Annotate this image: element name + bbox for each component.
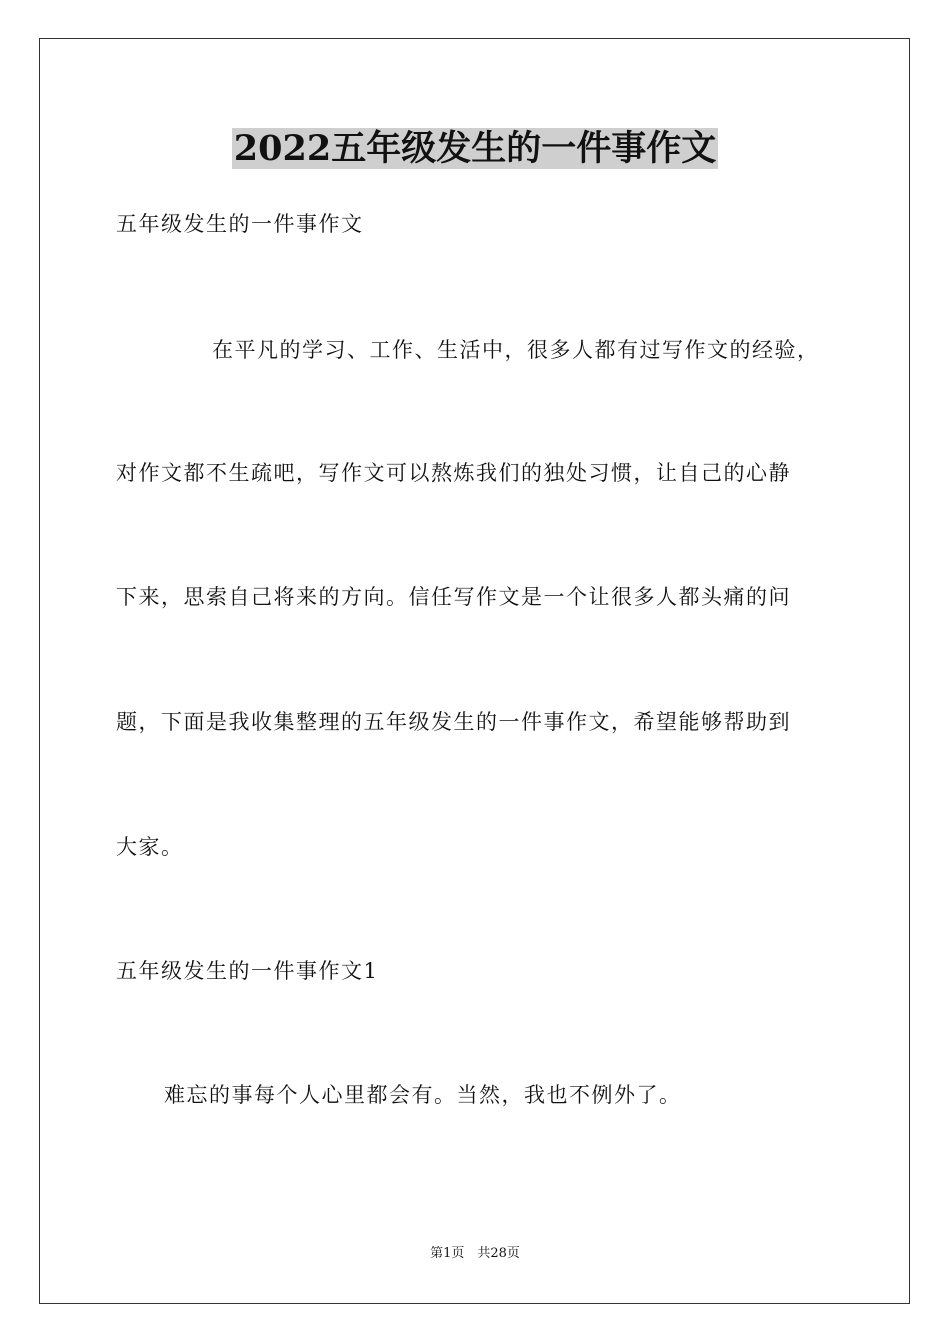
page-footer: 第1页 共28页: [430, 1246, 520, 1261]
paragraph-line: 在平凡的学习、工作、生活中，很多人都有过写作文的经验，: [212, 338, 820, 362]
paragraph-line: 对作文都不生疏吧，写作文可以熬炼我们的独处习惯，让自己的心静: [116, 461, 791, 485]
paragraph-line: 难忘的事每个人心里都会有。当然，我也不例外了。: [164, 1083, 682, 1107]
document-title: [0, 124, 950, 174]
subtitle-line: 五年级发生的一件事作文: [116, 212, 364, 236]
section-heading: 五年级发生的一件事作文1: [116, 959, 379, 983]
paragraph-line: 下来，思索自己将来的方向。信任写作文是一个让很多人都头痛的问: [116, 585, 791, 609]
paragraph-line: 题，下面是我收集整理的五年级发生的一件事作文，希望能够帮助到: [116, 710, 791, 734]
document-title-text: 2022五年级发生的一件事作文: [233, 128, 717, 169]
paragraph-line: 大家。: [116, 835, 184, 859]
